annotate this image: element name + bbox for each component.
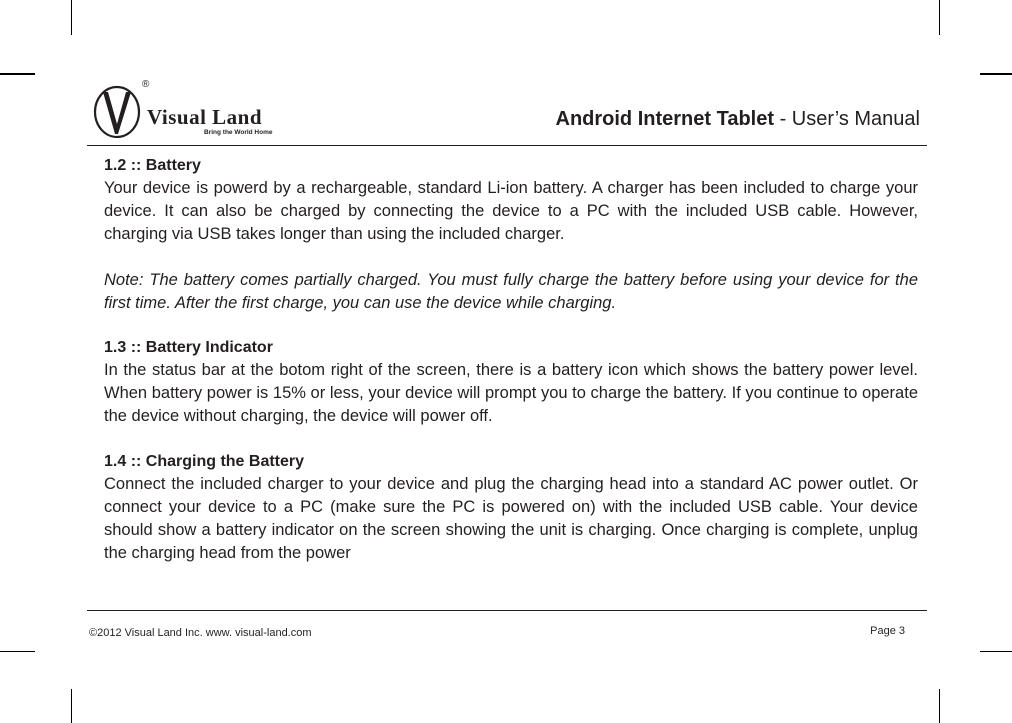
section-paragraph: Your device is powerd by a rechargeable, standard Li-ion battery. A charger has been included to charge your device. It can also be charged by connecting the device to a PC with the included USB cable. However, charging via USB takes longer than using the included charger. [104,179,918,244]
brand-tagline: Bring the World Home [204,129,273,136]
section-heading: 1.3 :: Battery Indicator [104,339,273,357]
document-title [556,108,921,131]
crop-mark [939,689,940,723]
page-number: Page 3 [870,625,905,637]
registered-mark: ® [142,79,150,90]
spacer [104,315,918,337]
crop-mark [71,0,72,35]
brand-logo [89,76,319,146]
spacer [104,429,918,451]
footer-rule [87,610,927,611]
crop-mark [939,0,940,35]
crop-mark [71,689,72,723]
crop-mark [980,651,1012,652]
section-paragraph: In the status bar at the botom right of the screen, there is a battery icon which shows the battery power level. When battery power is 15% or less, your device will prompt you to charge the battery. If you continue to operate the device without charging, the device will power off. [104,361,918,426]
spacer [104,247,918,269]
footer-copyright: ©2012 Visual Land Inc. www. visual-land.com [89,627,312,639]
document-title-suffix: - User’s Manual [774,108,920,130]
brand-name: Visual Land [147,105,263,129]
document-title-product: Android Internet Tablet [555,108,775,130]
header-rule [87,145,927,146]
section-paragraph: Connect the included charger to your device and plug the charging head into a standard AC power outlet. Or connect your device to a PC (make sure the PC is powered on) with the included USB cable. Your device should show a battery indicator on the screen showing the unit is charging. Once charging is complete, unplug the charging head from the power [104,474,918,563]
page-content [104,155,918,565]
section-heading: 1.2 :: Battery [104,157,201,174]
crop-mark [0,651,35,652]
note-paragraph: Note: The battery comes partially charged. You must fully charge the battery before using your device for the first time. After the first charge, you can use the device while charging. [104,270,918,312]
crop-mark [980,73,1012,75]
section-heading: 1.4 :: Charging the Battery [104,452,305,470]
crop-mark [0,73,35,75]
